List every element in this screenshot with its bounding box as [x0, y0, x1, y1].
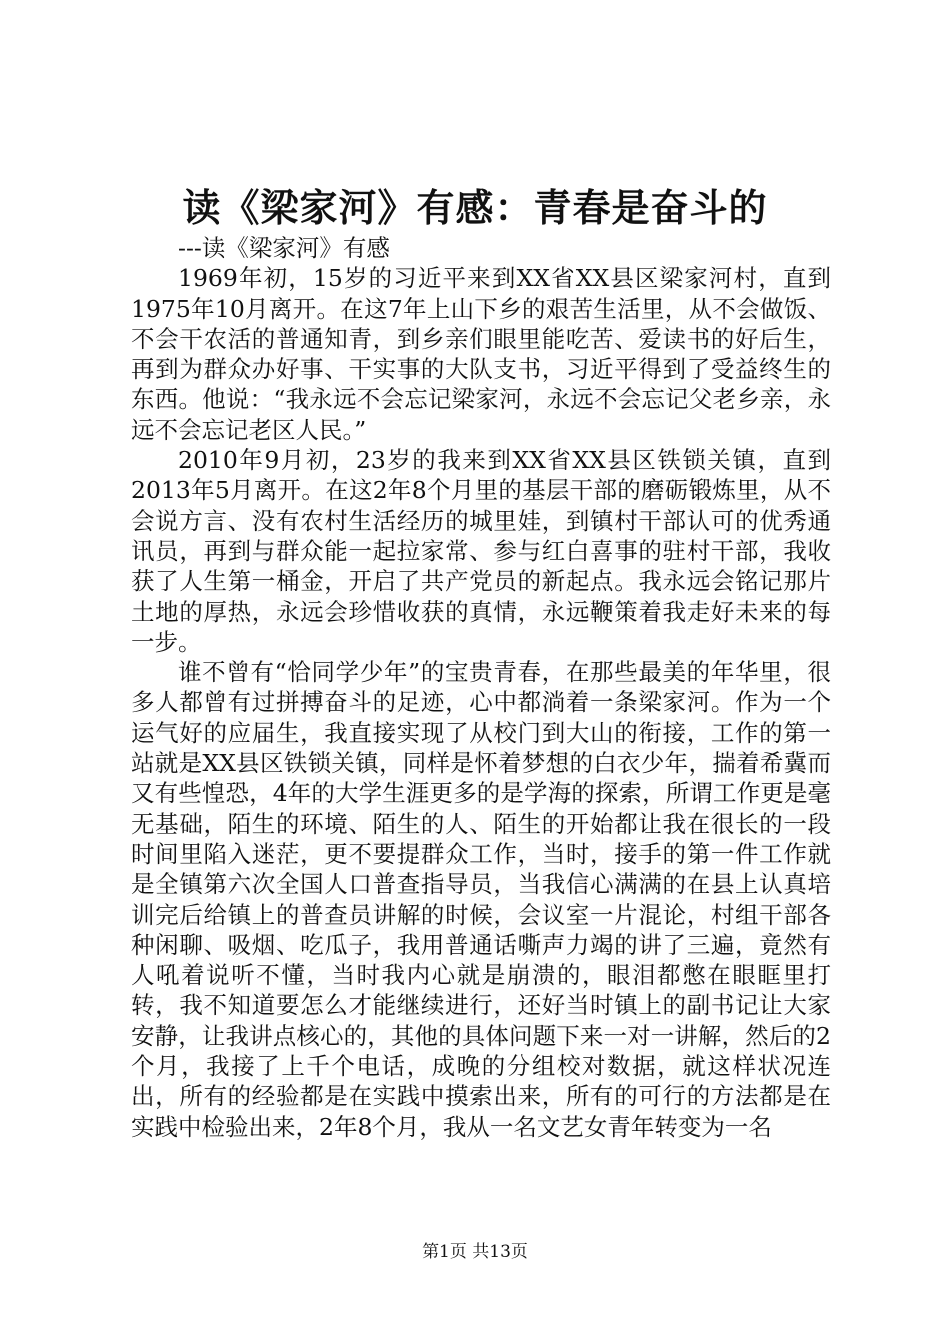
page-number-footer: 第1页 共13页 — [422, 1242, 528, 1262]
paragraph-2: 2010年9月初，23岁的我来到XX省XX县区铁锁关镇，直到2013年5月离开。在这2年8个月里的基层干部的磨砺锻炼里，从不会说方言、没有农村生活经历的城里娃，到镇村干部认可的优秀通讯员，再到与群众能一起拉家常、参与红白喜事的驻村干部，我收获了人生第一桶金，开启了共产党员的新起点。我永远会铭记那片土地的厚热，永远会珍惜收获的真情，永远鞭策着我走好未来的每一步。 — [131, 446, 831, 656]
document-title: 读《梁家河》有感：青春是奋斗的 — [182, 185, 768, 230]
paragraph-1: 1969年初，15岁的习近平来到XX省XX县区梁家河村，直到1975年10月离开。在这7年上山下乡的艰苦生活里，从不会做饭、不会干农活的普通知青，到乡亲们眼里能吃苦、爱读书的好后生，再到为群众办好事、干实事的大队支书，习近平得到了受益终生的东西。他说：“我永远不会忘记梁家河，永远不会忘记父老乡亲，永远不会忘记老区人民。” — [131, 264, 831, 444]
document-subtitle: ---读《梁家河》有感 — [178, 234, 390, 262]
document-body — [131, 233, 831, 1142]
paragraph-3: 谁不曾有“恰同学少年”的宝贵青春，在那些最美的年华里，很多人都曾有过拼搏奋斗的足迹，心中都淌着一条梁家河。作为一个运气好的应届生，我直接实现了从校门到大山的衔接，工作的第一站就是XX县区铁锁关镇，同样是怀着梦想的白衣少年，揣着希冀而又有些惶恐，4年的大学生涯更多的是学海的探索，所谓工作更是毫无基础，陌生的环境、陌生的人、陌生的开始都让我在很长的一段时间里陷入迷茫，更不要提群众工作，当时，接手的第一件工作就是全镇第六次全国人口普查指导员，当我信心满满的在县上认真培训完后给镇上的普查员讲解的时候，会议室一片混论，村组干部各种闲聊、吸烟、吃瓜子，我用普通话嘶声力竭的讲了三遍，竟然有人吼着说听不懂，当时我内心就是崩溃的，眼泪都憋在眼眶里打转，我不知道要怎么才能继续进行，还好当时镇上的副书记让大家安静，让我讲点核心的，其他的具体问题下来一对一讲解，然后的2个月，我接了上千个电话，成晚的分组校对数据，就这样状况连出，所有的经验都是在实践中摸索出来，所有的可行的方法都是在实践中检验出来，2年8个月，我从一名文艺女青年转变为一名 — [131, 658, 831, 1141]
